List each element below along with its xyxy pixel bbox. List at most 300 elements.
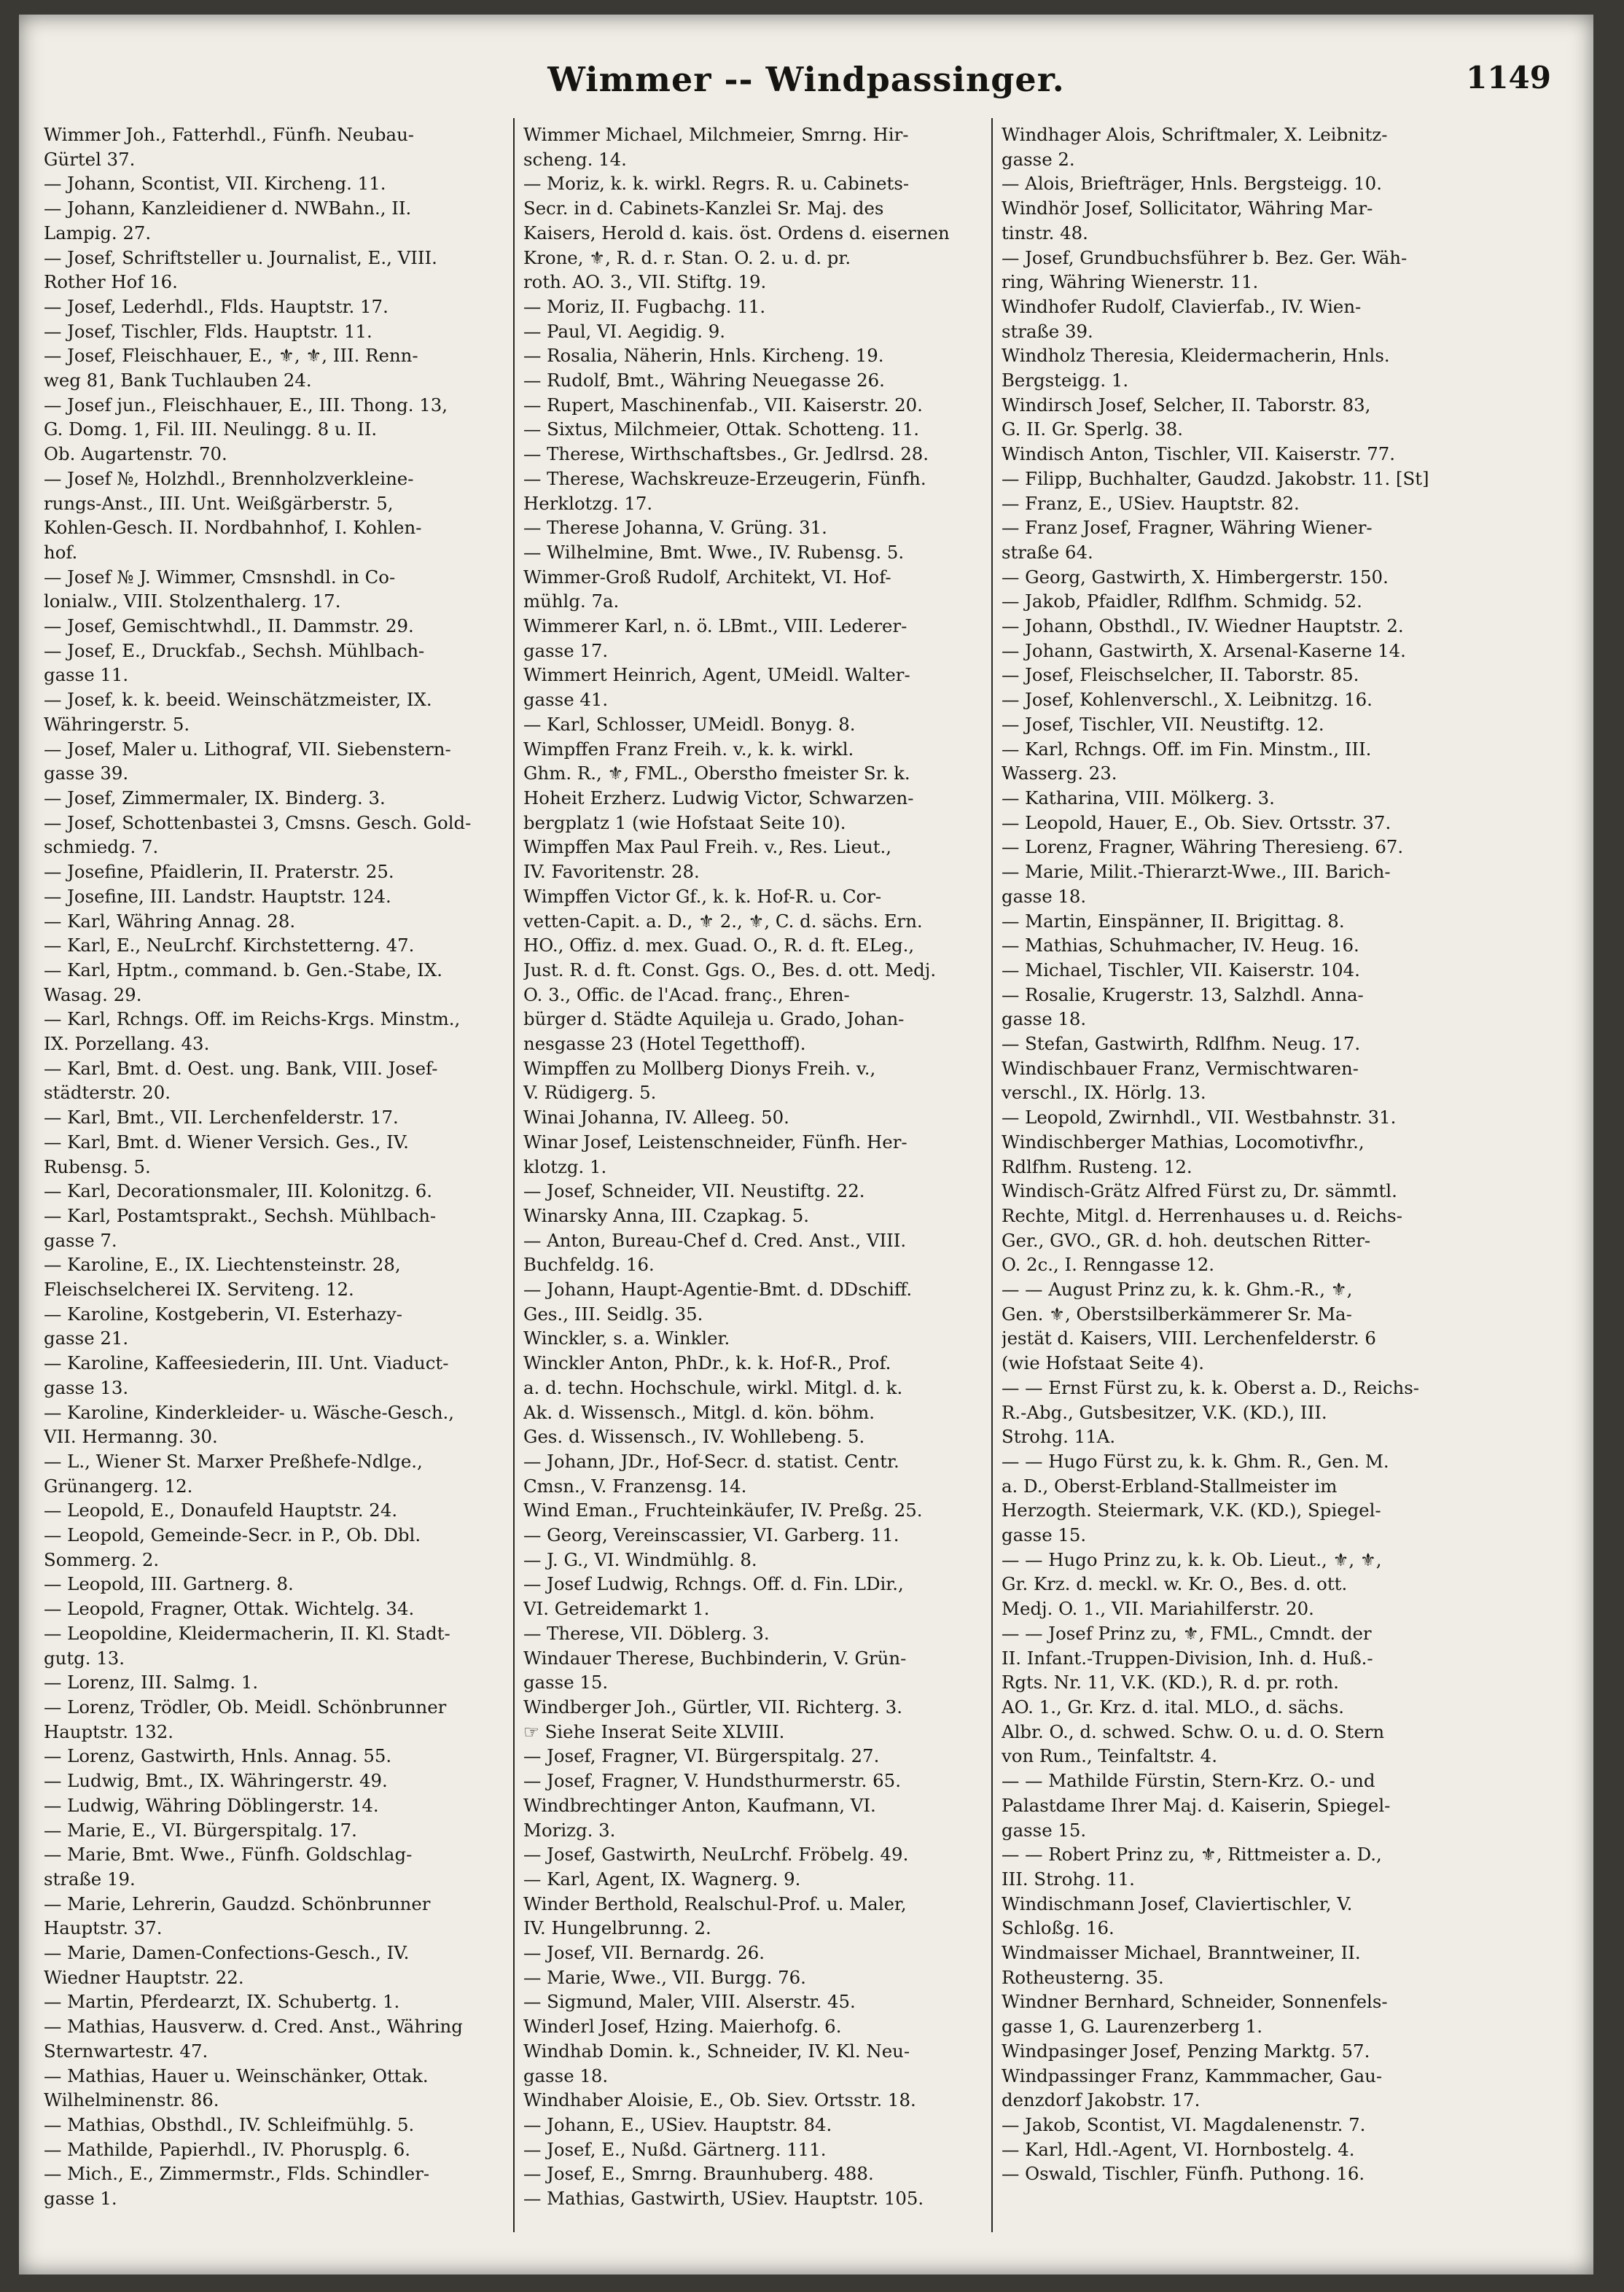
directory-entry bbox=[523, 1744, 985, 1769]
entry-line: VI. Getreidemarkt 1. bbox=[523, 1598, 710, 1620]
entry-line: — Stefan, Gastwirth, Rdlfhm. Neug. 17. bbox=[1002, 1033, 1361, 1055]
entry-line: — Rudolf, Bmt., Währing Neuegasse 26. bbox=[523, 370, 885, 391]
directory-entry bbox=[44, 1769, 506, 1793]
entry-line: — Mathias, Obsthdl., IV. Schleifmühlg. 5. bbox=[44, 2113, 415, 2135]
directory-entry bbox=[44, 1695, 506, 1744]
page-number: 1149 bbox=[1466, 60, 1551, 96]
entry-line: gasse 1. bbox=[44, 2188, 117, 2210]
entry-line: Hauptstr. 132. bbox=[44, 1720, 174, 1742]
directory-entry bbox=[523, 319, 985, 344]
directory-entry bbox=[523, 1842, 985, 1867]
directory-entry bbox=[523, 737, 985, 835]
entry-line: — Josef, Schottenbastei 3, Cmsns. Gesch. Gold- bbox=[44, 811, 472, 833]
directory-entry bbox=[523, 343, 985, 368]
entry-line: Lampig. 27. bbox=[44, 222, 152, 243]
directory-entry bbox=[44, 933, 506, 958]
entry-line: bergplatz 1 (wie Hofstaat Seite 10). bbox=[523, 811, 846, 833]
entry-line: Gen. ⚜, Oberstsilberkämmerer Sr. Ma- bbox=[1002, 1303, 1352, 1325]
entry-line: — Franz Josef, Fragner, Währing Wiener- bbox=[1002, 517, 1373, 539]
entry-line: — Josef, k. k. beeid. Weinschätzmeister, IX. bbox=[44, 689, 432, 711]
entry-line: gasse 15. bbox=[523, 1672, 609, 1693]
directory-entry bbox=[1002, 1376, 1464, 1449]
entry-line: Windpassinger Franz, Kammmacher, Gau- bbox=[1002, 2065, 1383, 2086]
entry-line: Winar Josef, Leistenschneider, Fünfh. Her- bbox=[523, 1131, 907, 1153]
entry-line: III. Strohg. 11. bbox=[1002, 1868, 1135, 1890]
directory-entry bbox=[44, 1351, 506, 1400]
directory-entry bbox=[523, 515, 985, 540]
directory-entry bbox=[1002, 2137, 1464, 2162]
entry-line: Herzogth. Steiermark, V.K. (KD.), Spiegel- bbox=[1002, 1500, 1381, 1521]
directory-entry bbox=[44, 1597, 506, 1621]
running-head: Wimmer -- Windpassinger. bbox=[547, 60, 1065, 99]
directory-entry bbox=[44, 909, 506, 934]
entry-line: gasse 2. bbox=[1002, 148, 1075, 170]
entry-line: Wiedner Hauptstr. 22. bbox=[44, 1966, 244, 1988]
directory-entry bbox=[44, 1056, 506, 1105]
entry-line: jestät d. Kaisers, VIII. Lerchenfelderstr. 6 bbox=[1002, 1328, 1376, 1349]
directory-entry bbox=[44, 295, 506, 319]
entry-line: vetten-Capit. a. D., ⚜ 2., ⚜, C. d. sächs. Ern. bbox=[523, 910, 923, 932]
entry-line: Hauptstr. 37. bbox=[44, 1917, 163, 1939]
directory-entry bbox=[523, 1056, 985, 1105]
directory-entry bbox=[44, 1252, 506, 1301]
entry-line: Wasag. 29. bbox=[44, 983, 142, 1005]
entry-line: O. 2c., I. Renngasse 12. bbox=[1002, 1254, 1215, 1276]
directory-entry bbox=[44, 1130, 506, 1179]
entry-line: — Leopold, Hauer, E., Ob. Siev. Ortsstr. 37. bbox=[1002, 811, 1391, 833]
entry-line: — Jakob, Scontist, VI. Magdalenenstr. 7. bbox=[1002, 2113, 1366, 2135]
entry-line: — Josefine, Pfaidlerin, II. Praterstr. 25. bbox=[44, 861, 394, 883]
entry-line: Cmsn., V. Franzensg. 14. bbox=[523, 1475, 747, 1497]
entry-line: Kohlen-Gesch. II. Nordbahnhof, I. Kohlen- bbox=[44, 517, 422, 539]
directory-entry bbox=[1002, 712, 1464, 737]
entry-line: — Josef, Kohlenverschl., X. Leibnitzg. 16. bbox=[1002, 689, 1373, 711]
entry-line: — Johann, Scontist, VII. Kircheng. 11. bbox=[44, 173, 386, 195]
entry-line: — Marie, E., VI. Bürgerspitalg. 17. bbox=[44, 1819, 357, 1841]
directory-entry bbox=[44, 860, 506, 884]
directory-entry bbox=[1002, 1105, 1464, 1130]
directory-entry bbox=[44, 614, 506, 639]
entry-line: — Mathias, Hauer u. Weinschänker, Ottak. bbox=[44, 2065, 429, 2086]
entry-line: — Anton, Bureau-Chef d. Cred. Anst., VIII. bbox=[523, 1229, 907, 1251]
directory-entry bbox=[1002, 589, 1464, 614]
directory-entry bbox=[1002, 983, 1464, 1032]
entry-line: Währingerstr. 5. bbox=[44, 713, 190, 735]
entry-line: — — Ernst Fürst zu, k. k. Oberst a. D., Reichs- bbox=[1002, 1376, 1420, 1398]
directory-entry bbox=[523, 1228, 985, 1277]
directory-entry bbox=[44, 565, 506, 614]
entry-line: Windhaber Aloisie, E., Ob. Siev. Ortsstr. 18. bbox=[523, 2089, 916, 2111]
directory-entry bbox=[1002, 565, 1464, 590]
entry-line: von Rum., Teinfaltstr. 4. bbox=[1002, 1745, 1217, 1767]
entry-line: — Moriz, II. Fugbachg. 11. bbox=[523, 295, 766, 317]
entry-line: — Marie, Lehrerin, Gaudzd. Schönbrunner bbox=[44, 1893, 431, 1914]
entry-line: — Josef, Gastwirth, NeuLrchf. Fröbelg. 49. bbox=[523, 1844, 909, 1866]
entry-line: — Josef Ludwig, Rchngs. Off. d. Fin. LDir., bbox=[523, 1573, 904, 1595]
directory-entry bbox=[523, 1277, 985, 1326]
entry-line: — Leopold, Gemeinde-Secr. in P., Ob. Dbl. bbox=[44, 1524, 421, 1546]
entry-line: — Josef, Fragner, V. Hundsthurmerstr. 65. bbox=[523, 1770, 901, 1792]
directory-entry bbox=[523, 1548, 985, 1572]
directory-entry bbox=[1002, 663, 1464, 687]
directory-entry bbox=[523, 2113, 985, 2137]
directory-entry bbox=[1002, 467, 1464, 491]
directory-entry bbox=[1002, 1548, 1464, 1621]
directory-entry bbox=[523, 2137, 985, 2162]
entry-line: Wilhelminenstr. 86. bbox=[44, 2089, 219, 2111]
directory-entry bbox=[523, 2039, 985, 2088]
directory-entry bbox=[44, 122, 506, 171]
entry-line: gasse 21. bbox=[44, 1328, 129, 1349]
directory-entry bbox=[523, 1769, 985, 1793]
entry-line: G. Domg. 1, Fil. III. Neulingg. 8 u. II. bbox=[44, 418, 378, 440]
entry-line: Winarsky Anna, III. Czapkag. 5. bbox=[523, 1204, 810, 1226]
entry-line: gasse 15. bbox=[1002, 1819, 1087, 1841]
directory-entry bbox=[1002, 2162, 1464, 2186]
entry-line: — Josef, Zimmermaler, IX. Binderg. 3. bbox=[44, 787, 386, 808]
entry-line: — Marie, Damen-Confections-Gesch., IV. bbox=[44, 1942, 410, 1964]
directory-entry bbox=[1002, 811, 1464, 835]
directory-entry bbox=[523, 1351, 985, 1449]
entry-line: — Karl, Hdl.-Agent, VI. Hornbostelg. 4. bbox=[1002, 2138, 1355, 2160]
entry-line: lonialw., VIII. Stolzenthalerg. 17. bbox=[44, 590, 341, 612]
directory-entry bbox=[44, 1818, 506, 1843]
entry-line: Windischberger Mathias, Locomotivfhr., bbox=[1002, 1131, 1365, 1153]
directory-entry bbox=[1002, 835, 1464, 860]
directory-entry bbox=[1002, 1032, 1464, 1056]
entry-line: — Lorenz, III. Salmg. 1. bbox=[44, 1672, 259, 1693]
entry-line: — Leopold, E., Donaufeld Hauptstr. 24. bbox=[44, 1500, 398, 1521]
entry-line: — Georg, Vereinscassier, VI. Garberg. 11. bbox=[523, 1524, 899, 1546]
entry-line: — Karl, Postamtsprakt., Sechsh. Mühlbach- bbox=[44, 1204, 437, 1226]
entry-line: VII. Hermanng. 30. bbox=[44, 1426, 218, 1448]
entry-line: denzdorf Jakobstr. 17. bbox=[1002, 2089, 1201, 2111]
entry-line: — Josef №, Holzhdl., Brennholzverkleine- bbox=[44, 467, 414, 489]
entry-line: AO. 1., Gr. Krz. d. ital. MLO., d. sächs. bbox=[1002, 1696, 1345, 1718]
entry-line: — Johann, JDr., Hof-Secr. d. statist. Centr. bbox=[523, 1450, 899, 1472]
directory-entry bbox=[44, 2064, 506, 2113]
directory-entry bbox=[44, 467, 506, 565]
entry-line: — Josef, E., Druckfab., Sechsh. Mühlbach- bbox=[44, 639, 425, 661]
entry-line: V. Rüdigerg. 5. bbox=[523, 1082, 657, 1104]
entry-line: Windischbauer Franz, Vermischtwaren- bbox=[1002, 1057, 1359, 1079]
entry-line: — Mathilde, Papierhdl., IV. Phorusplg. 6. bbox=[44, 2138, 411, 2160]
directory-entry bbox=[523, 467, 985, 515]
directory-entry bbox=[523, 712, 985, 737]
entry-line: — Jakob, Pfaidler, Rdlfhm. Schmidg. 52. bbox=[1002, 590, 1362, 612]
entry-line: Wimpffen Max Paul Freih. v., Res. Lieut., bbox=[523, 836, 891, 858]
entry-line: Wind Eman., Fruchteinkäufer, IV. Preßg. 25. bbox=[523, 1500, 923, 1521]
directory-entry bbox=[1002, 909, 1464, 934]
entry-line: Winder Berthold, Realschul-Prof. u. Maler, bbox=[523, 1893, 907, 1914]
directory-entry bbox=[1002, 933, 1464, 958]
entry-line: Windhager Alois, Schriftmaler, X. Leibnitz- bbox=[1002, 124, 1388, 145]
directory-entry bbox=[44, 1007, 506, 1056]
directory-entry bbox=[523, 417, 985, 442]
entry-line: IV. Favoritenstr. 28. bbox=[523, 861, 700, 883]
directory-entry bbox=[44, 1449, 506, 1498]
entry-line: Herklotzg. 17. bbox=[523, 492, 653, 514]
entry-line: — — Hugo Prinz zu, k. k. Ob. Lieut., ⚜, ⚜, bbox=[1002, 1548, 1382, 1570]
directory-entry bbox=[44, 1105, 506, 1130]
directory-entry bbox=[1002, 491, 1464, 516]
entry-line: — Josef, Schneider, VII. Neustiftg. 22. bbox=[523, 1180, 865, 1202]
entry-line: — Therese, Wirthschaftsbes., Gr. Jedlrsd. 28. bbox=[523, 443, 929, 465]
directory-entry bbox=[1002, 393, 1464, 442]
entry-line: — Josef, Tischler, VII. Neustiftg. 12. bbox=[1002, 713, 1324, 735]
directory-entry bbox=[1002, 1179, 1464, 1277]
entry-line: Windbrechtinger Anton, Kaufmann, VI. bbox=[523, 1794, 876, 1816]
directory-entry bbox=[44, 687, 506, 736]
entry-line: gasse 18. bbox=[1002, 885, 1087, 907]
entry-line: (wie Hofstaat Seite 4). bbox=[1002, 1352, 1205, 1374]
entry-line: — Karoline, Kostgeberin, VI. Esterhazy- bbox=[44, 1303, 402, 1325]
directory-entry bbox=[44, 1941, 506, 1989]
entry-line: — Josef, E., Nußd. Gärtnerg. 111. bbox=[523, 2138, 827, 2160]
directory-entry bbox=[1002, 1842, 1464, 1891]
directory-entry bbox=[523, 1989, 985, 2014]
directory-entry bbox=[523, 540, 985, 565]
column-left bbox=[44, 122, 506, 2211]
directory-entry bbox=[523, 295, 985, 319]
directory-entry bbox=[1002, 958, 1464, 983]
entry-line: — Josef, Fleischselcher, II. Taborstr. 85. bbox=[1002, 664, 1359, 686]
entry-line: weg 81, Bank Tuchlauben 24. bbox=[44, 370, 312, 391]
directory-entry bbox=[523, 2186, 985, 2211]
entry-line: gasse 17. bbox=[523, 639, 609, 661]
entry-line: — Karl, Agent, IX. Wagnerg. 9. bbox=[523, 1868, 801, 1890]
entry-line: — Josef, Tischler, Flds. Hauptstr. 11. bbox=[44, 320, 372, 342]
directory-entry bbox=[1002, 786, 1464, 811]
directory-entry bbox=[523, 442, 985, 467]
directory-entry bbox=[44, 343, 506, 392]
directory-entry bbox=[1002, 1277, 1464, 1376]
entry-line: — Josef, Grundbuchsführer b. Bez. Ger. Wäh- bbox=[1002, 246, 1408, 268]
directory-entry bbox=[1002, 1449, 1464, 1548]
entry-line: Rubensg. 5. bbox=[44, 1155, 151, 1177]
entry-line: schmiedg. 7. bbox=[44, 836, 159, 858]
entry-line: Ob. Augartenstr. 70. bbox=[44, 443, 227, 465]
entry-line: Windhör Josef, Sollicitator, Währing Mar- bbox=[1002, 198, 1373, 219]
entry-line: Windpasinger Josef, Penzing Marktg. 57. bbox=[1002, 2040, 1370, 2062]
directory-entry bbox=[523, 1179, 985, 1204]
entry-line: Sternwartestr. 47. bbox=[44, 2040, 208, 2062]
entry-line: — Josef № J. Wimmer, Cmsnshdl. in Co- bbox=[44, 566, 396, 588]
entry-line: straße 39. bbox=[1002, 320, 1093, 342]
entry-line: — Wilhelmine, Bmt. Wwe., IV. Rubensg. 5. bbox=[523, 541, 905, 563]
entry-line: — Leopoldine, Kleidermacherin, II. Kl. Stadt- bbox=[44, 1622, 450, 1644]
entry-line: — Karoline, Kinderkleider- u. Wäsche-Gesch., bbox=[44, 1401, 455, 1423]
directory-entry bbox=[44, 1572, 506, 1597]
entry-line: gasse 1, G. Laurenzerberg 1. bbox=[1002, 2016, 1263, 2038]
directory-entry bbox=[523, 884, 985, 1056]
entry-line: Windmaisser Michael, Branntweiner, II. bbox=[1002, 1942, 1361, 1964]
entry-line: — Martin, Einspänner, II. Brigittag. 8. bbox=[1002, 910, 1345, 932]
entry-line: HO., Offiz. d. mex. Guad. O., R. d. ft. ELeg., bbox=[523, 935, 915, 956]
entry-line: — Josef, Lederhdl., Flds. Hauptstr. 17. bbox=[44, 295, 389, 317]
entry-line: — Paul, VI. Aegidig. 9. bbox=[523, 320, 726, 342]
directory-entry bbox=[44, 319, 506, 344]
directory-entry bbox=[1002, 687, 1464, 712]
entry-line: — Leopold, III. Gartnerg. 8. bbox=[44, 1573, 294, 1595]
entry-line: Windhofer Rudolf, Clavierfab., IV. Wien- bbox=[1002, 295, 1362, 317]
entry-line: Rotheusterng. 35. bbox=[1002, 1966, 1164, 1988]
column-divider bbox=[513, 118, 515, 2232]
directory-entry bbox=[523, 1621, 985, 1646]
directory-entry bbox=[523, 1646, 985, 1695]
entry-line: — Johann, Haupt-Agentie-Bmt. d. DDschiff. bbox=[523, 1279, 913, 1301]
directory-entry bbox=[523, 1941, 985, 1965]
entry-line: Albr. O., d. schwed. Schw. O. u. d. O. Stern bbox=[1002, 1720, 1385, 1742]
entry-line: — Josef, Fleischhauer, E., ⚜, ⚜, III. Renn- bbox=[44, 345, 418, 367]
entry-line: — Martin, Pferdearzt, IX. Schubertg. 1. bbox=[44, 1991, 400, 2013]
entry-line: verschl., IX. Hörlg. 13. bbox=[1002, 1082, 1206, 1104]
directory-entry bbox=[1002, 1130, 1464, 1179]
entry-line: Windirsch Josef, Selcher, II. Taborstr. 83, bbox=[1002, 394, 1371, 416]
entry-line: nesgasse 23 (Hotel Tegetthoff). bbox=[523, 1033, 806, 1055]
entry-line: — Ludwig, Bmt., IX. Währingerstr. 49. bbox=[44, 1770, 388, 1792]
directory-entry bbox=[1002, 639, 1464, 663]
directory-entry bbox=[44, 1744, 506, 1769]
directory-entry bbox=[523, 122, 985, 171]
entry-line: Fleischselcherei IX. Servitеng. 12. bbox=[44, 1279, 354, 1301]
entry-line: roth. AO. 3., VII. Stiftg. 19. bbox=[523, 271, 767, 293]
directory-entry bbox=[44, 171, 506, 196]
entry-line: Windhab Domin. k., Schneider, IV. Kl. Neu- bbox=[523, 2040, 910, 2062]
directory-entry bbox=[44, 1400, 506, 1449]
entry-line: Sommerg. 2. bbox=[44, 1548, 160, 1570]
entry-line: — Georg, Gastwirth, X. Himbergerstr. 150. bbox=[1002, 566, 1389, 588]
directory-entry bbox=[44, 1989, 506, 2014]
directory-entry bbox=[44, 1621, 506, 1670]
entry-line: — Oswald, Tischler, Fünfh. Puthong. 16. bbox=[1002, 2163, 1365, 2185]
entry-line: — Lorenz, Gastwirth, Hnls. Annag. 55. bbox=[44, 1745, 392, 1767]
page-header bbox=[19, 60, 1593, 111]
directory-entry bbox=[1002, 515, 1464, 564]
entry-line: — Rupert, Maschinenfab., VII. Kaiserstr. 20. bbox=[523, 394, 923, 416]
entry-line: Morizg. 3. bbox=[523, 1819, 616, 1841]
directory-entry bbox=[44, 2137, 506, 2162]
entry-line: a. d. techn. Hochschule, wirkl. Mitgl. d. k. bbox=[523, 1376, 903, 1398]
directory-entry bbox=[44, 786, 506, 811]
entry-line: Schloßg. 16. bbox=[1002, 1917, 1114, 1939]
entry-line: O. 3., Offic. de l'Acad. franç., Ehren- bbox=[523, 983, 850, 1005]
entry-line: Kaisers, Herold d. kais. öst. Ordens d. eisernen bbox=[523, 222, 950, 243]
entry-line: Ghm. R., ⚜, FML., Oberstho fmeister Sr. k. bbox=[523, 763, 910, 784]
entry-line: ☞ Siehe Inserat Seite XLVIII. bbox=[523, 1720, 785, 1742]
directory-entry bbox=[523, 2088, 985, 2113]
directory-entry bbox=[1002, 2064, 1464, 2113]
directory-entry bbox=[523, 1523, 985, 1548]
entry-line: — Filipp, Buchhalter, Gaudzd. Jakobstr. 11. [St] bbox=[1002, 467, 1429, 489]
entry-line: — Karl, Schlosser, UMeidl. Bonyg. 8. bbox=[523, 713, 856, 735]
entry-line: a. D., Oberst-Erbland-Stallmeister im bbox=[1002, 1475, 1338, 1497]
entry-line: — Mathias, Gastwirth, USiev. Hauptstr. 105. bbox=[523, 2188, 924, 2210]
directory-entry bbox=[523, 1695, 985, 1744]
directory-entry bbox=[1002, 614, 1464, 639]
entry-line: Ges. d. Wissensch., IV. Wohllebeng. 5. bbox=[523, 1426, 865, 1448]
entry-line: — Lorenz, Trödler, Ob. Meidl. Schönbrunner bbox=[44, 1696, 447, 1718]
directory-entry bbox=[44, 196, 506, 245]
entry-line: Buchfeldg. 16. bbox=[523, 1254, 655, 1276]
entry-line: Hoheit Erzherz. Ludwig Victor, Schwarzen- bbox=[523, 787, 914, 808]
entry-line: rungs-Anst., III. Unt. Weißgärberstr. 5, bbox=[44, 492, 394, 514]
directory-entry bbox=[1002, 196, 1464, 245]
directory-entry bbox=[1002, 442, 1464, 467]
entry-line: — — Mathilde Fürstin, Stern-Krz. O.- und bbox=[1002, 1770, 1375, 1792]
entry-line: Wimmerer Karl, n. ö. LBmt., VIII. Lederer- bbox=[523, 615, 907, 637]
entry-line: straße 19. bbox=[44, 1868, 136, 1890]
entry-line: — Therese, VII. Döblerg. 3. bbox=[523, 1622, 770, 1644]
directory-entry bbox=[1002, 1989, 1464, 2038]
entry-line: Windholz Theresia, Kleidermacherin, Hnls. bbox=[1002, 345, 1390, 367]
directory-entry bbox=[44, 393, 506, 467]
entry-line: Medj. O. 1., VII. Mariahilferstr. 20. bbox=[1002, 1598, 1314, 1620]
entry-line: Wimpffen Victor Gf., k. k. Hof-R. u. Cor- bbox=[523, 885, 882, 907]
entry-line: Strohg. 11A. bbox=[1002, 1426, 1116, 1448]
entry-line: gasse 13. bbox=[44, 1376, 129, 1398]
entry-line: IV. Hungelbrunng. 2. bbox=[523, 1917, 711, 1939]
entry-line: Wasserg. 23. bbox=[1002, 763, 1117, 784]
entry-line: — Leopold, Zwirnhdl., VII. Westbahnstr. 31. bbox=[1002, 1107, 1397, 1129]
directory-entry bbox=[44, 1179, 506, 1204]
entry-line: — Johann, Obsthdl., IV. Wiedner Hauptstr. 2. bbox=[1002, 615, 1404, 637]
directory-entry bbox=[44, 1670, 506, 1695]
entry-line: — Josef, Schriftsteller u. Journalist, E., VIII. bbox=[44, 246, 437, 268]
entry-line: Windner Bernhard, Schneider, Sonnenfels- bbox=[1002, 1991, 1388, 2013]
entry-line: II. Infant.-Truppen-Division, Inh. d. Huß.- bbox=[1002, 1647, 1373, 1669]
directory-entry bbox=[1002, 1769, 1464, 1842]
entry-line: städterstr. 20. bbox=[44, 1082, 171, 1104]
directory-entry bbox=[44, 639, 506, 687]
directory-entry bbox=[44, 1204, 506, 1252]
entry-line: — Rosalie, Krugerstr. 13, Salzhdl. Anna- bbox=[1002, 983, 1364, 1005]
directory-entry bbox=[44, 246, 506, 295]
entry-line: — — Josef Prinz zu, ⚜, FML., Cmndt. der bbox=[1002, 1622, 1372, 1644]
directory-entry bbox=[523, 1965, 985, 1990]
directory-entry bbox=[1002, 2113, 1464, 2137]
entry-line: R.-Abg., Gutsbesitzer, V.K. (KD.), III. bbox=[1002, 1401, 1327, 1423]
column-middle bbox=[523, 122, 985, 2211]
entry-line: gasse 15. bbox=[1002, 1524, 1087, 1546]
entry-line: — Rosalia, Näherin, Hnls. Kircheng. 19. bbox=[523, 345, 884, 367]
directory-entry bbox=[523, 1204, 985, 1228]
directory-entry bbox=[1002, 860, 1464, 908]
directory-entry bbox=[44, 1793, 506, 1818]
entry-line: Gr. Krz. d. meckl. w. Kr. O., Bes. d. ott. bbox=[1002, 1573, 1348, 1595]
entry-line: — Karl, Rchngs. Off. im Fin. Minstm., III. bbox=[1002, 738, 1372, 760]
entry-line: — Katharina, VIII. Mölkerg. 3. bbox=[1002, 787, 1275, 808]
entry-line: Winderl Josef, Hzing. Maierhofg. 6. bbox=[523, 2016, 842, 2038]
entry-line: — Karl, E., NeuLrchf. Kirchstetterng. 47. bbox=[44, 935, 415, 956]
entry-line: tinstr. 48. bbox=[1002, 222, 1088, 243]
directory-entry bbox=[1002, 122, 1464, 171]
directory-entry bbox=[523, 614, 985, 663]
entry-line: Ges., III. Seidlg. 35. bbox=[523, 1303, 703, 1325]
directory-entry bbox=[44, 811, 506, 860]
entry-line: — Therese Johanna, V. Grüng. 31. bbox=[523, 517, 827, 539]
directory-entry bbox=[523, 1105, 985, 1130]
entry-line: — Josefine, III. Landstr. Hauptstr. 124. bbox=[44, 885, 391, 907]
directory-entry bbox=[523, 368, 985, 393]
entry-line: klotzg. 1. bbox=[523, 1155, 607, 1177]
directory-entry bbox=[523, 171, 985, 295]
entry-line: — Josef, Gemischtwhdl., II. Dammstr. 29. bbox=[44, 615, 414, 637]
entry-line: Wimmer-Groß Rudolf, Architekt, VI. Hof- bbox=[523, 566, 891, 588]
entry-line: — Leopold, Fragner, Ottak. Wichtelg. 34. bbox=[44, 1598, 415, 1620]
entry-line: Wimmer Michael, Milchmeier, Smrng. Hir- bbox=[523, 124, 909, 145]
entry-line: gasse 7. bbox=[44, 1229, 117, 1251]
